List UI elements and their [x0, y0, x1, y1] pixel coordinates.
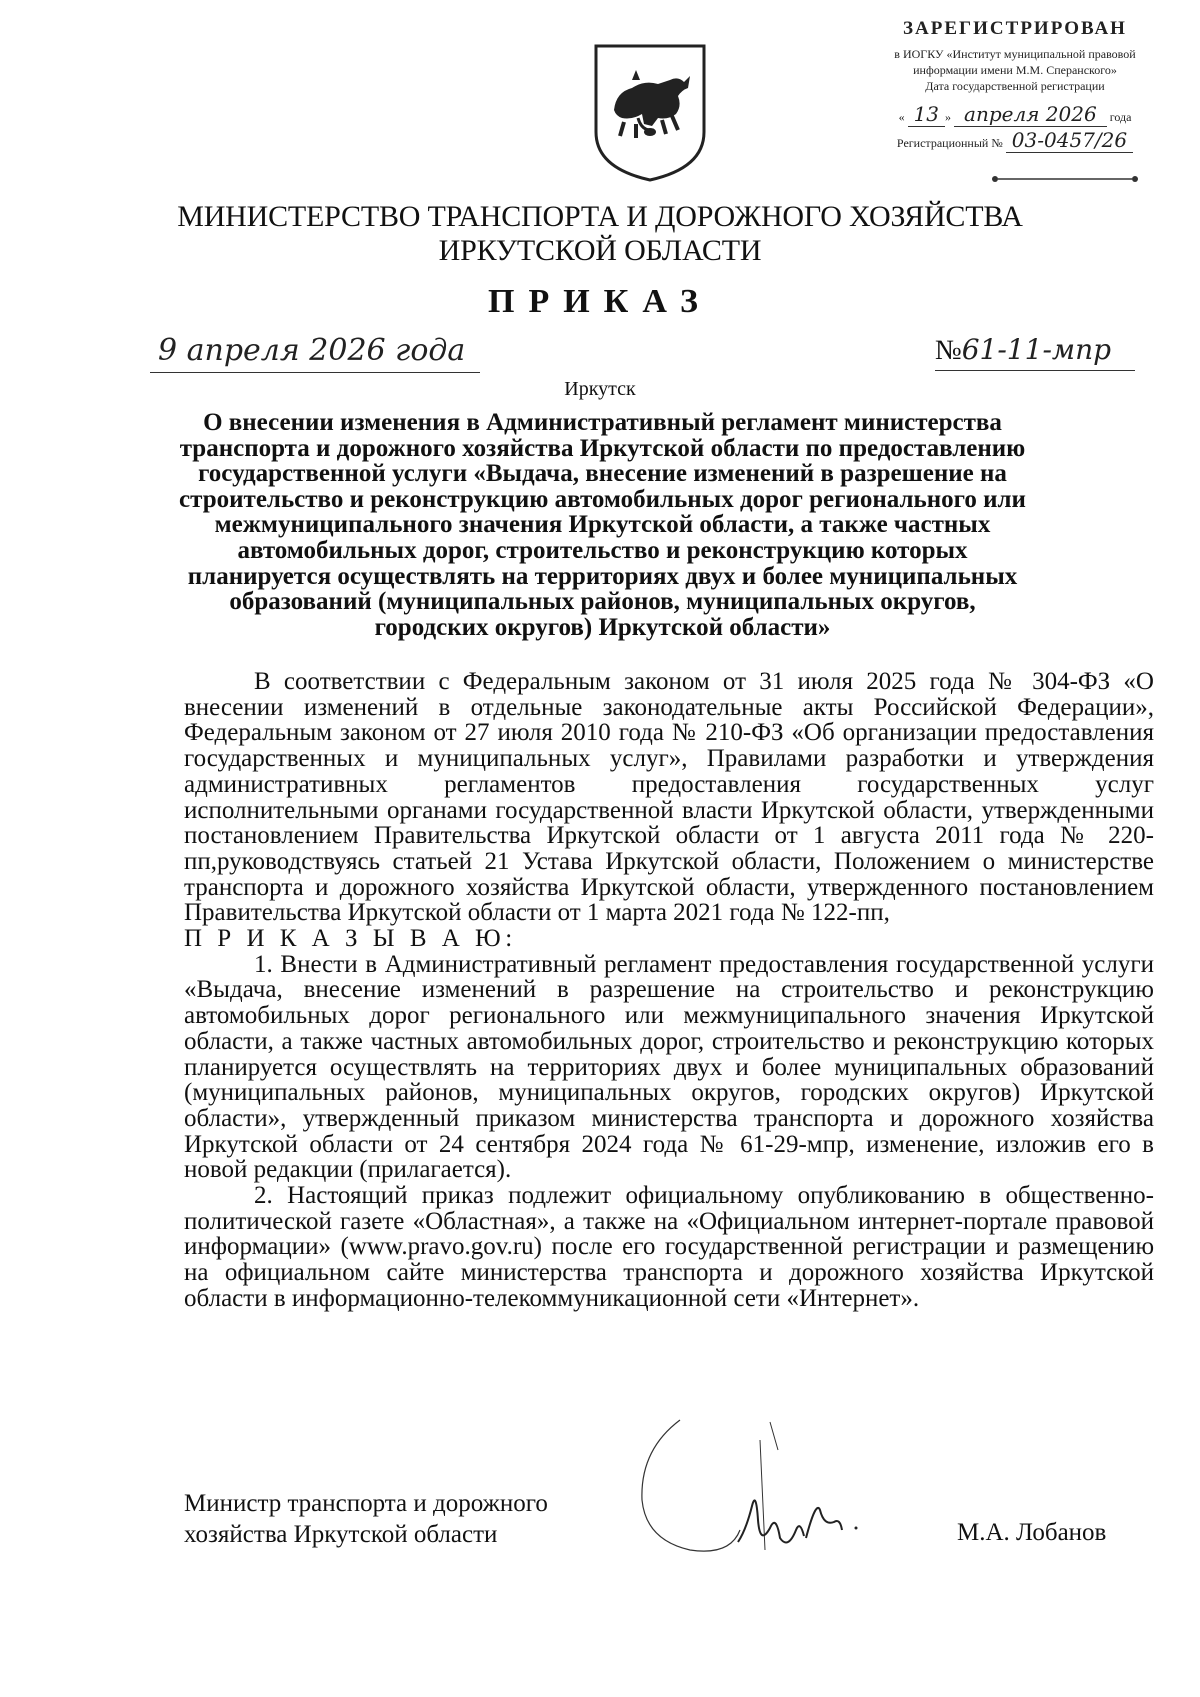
stamp-date-month-year: апреля 2026	[954, 102, 1107, 127]
stamp-date-day: 13	[908, 102, 945, 127]
date-underline	[150, 372, 480, 373]
stamp-date-suffix: года	[1109, 110, 1132, 124]
order-body	[184, 669, 1154, 1312]
stamp-title: ЗАРЕГИСТРИРОВАН	[903, 18, 1127, 39]
ministry-name	[0, 200, 1200, 268]
order-number	[935, 333, 1111, 367]
handwritten-date: 9 апреля 2026 года	[158, 333, 466, 368]
ministry-name-line2: ИРКУТСКОЙ ОБЛАСТИ	[438, 234, 762, 267]
coat-of-arms-emblem	[592, 40, 708, 182]
number-underline	[935, 370, 1135, 371]
order-subject: О внесении изменения в Административный регламент министерства транспорта и дорожного хозяйства Иркутской области по предоставлению государственной услуги «Выдача, внесение изменений в разрешение на строительство и реконструкцию автомобильных дорог регионального или межмуниципального значения Иркутской области, а также частных автомобильных дорог, строительство и реконструкцию которых планируется осуществлять на территориях двух и более муниципальных образований (муниципальных районов, муниципальных округов, городских округов) Иркутской области»	[179, 409, 1026, 641]
signer-position	[184, 1488, 548, 1550]
signer-position-line1: Министр транспорта и дорожного	[184, 1490, 548, 1517]
order-item-1: 1. Внести в Административный регламент предоставления государственной услуги «Выдача, внесение изменений в разрешение на строительство и реконструкцию автомобильных дорог регионального или межмуниципального значения Иркутской области, а также частных автомобильных дорог, строительство и реконструкцию которых планируется осуществлять на территориях двух и более муниципальных образований (муниципальных районов, муниципальных округов, городских округов) Иркутской области», утвержденный приказом министерства транспорта и дорожного хозяйства Иркутской области от 24 сентября 2024 года № 61-29-мпр, изменение, изложив его в новой редакции (прилагается).	[184, 950, 1154, 1184]
registration-stamp	[850, 18, 1180, 150]
handwritten-order-number: 61-11-мпр	[961, 333, 1112, 366]
handwritten-signature	[620, 1410, 920, 1560]
order-item-2: 2. Настоящий приказ подлежит официальному опубликованию в общественно-политической газете «Областная», а также на «Официальном интернет-портале правовой информации» (www.pravo.gov.ru) после его государственной регистрации и размещению на официальном сайте министерства транспорта и дорожного хозяйства Иркутской области в информационно-телекоммуникационной сети «Интернет».	[184, 1182, 1154, 1312]
signer-name: М.А. Лобанов	[957, 1519, 1107, 1546]
stamp-date-row: « 13 » апреля 2026 года	[898, 102, 1132, 126]
document-type-title: ПРИКАЗ	[488, 283, 712, 320]
stamp-reg-label: Регистрационный №	[896, 136, 1003, 150]
order-number-prefix: №	[935, 335, 962, 366]
stamp-institute-line1: в ИОГКУ «Институт муниципальной правовой	[894, 47, 1136, 61]
stamp-institute-line2: информации имени М.М. Сперанского»	[913, 63, 1117, 77]
stamp-bottom-rule	[990, 172, 1140, 186]
stamp-reg-number: 03-0457/26	[1006, 128, 1133, 153]
signer-position-line2: хозяйства Иркутской области	[184, 1521, 498, 1548]
city-name: Иркутск	[564, 378, 636, 400]
preamble-paragraph: В соответствии с Федеральным законом от 31 июля 2025 года № 304-ФЗ «О внесении изменений в отдельные законодательные акты Российской Федерации», Федеральным законом от 27 июля 2010 года № 210-ФЗ «Об организации предоставления государственных и муниципальных услуг», Правилами разработки и утверждения административных регламентов предоставления государственных услуг исполнительными органами государственной власти Иркутской области, утвержденными постановлением Правительства Иркутской области от 1 августа 2011 года № 220-пп,руководствуясь статьей 21 Устава Иркутской области, Положением о министерстве транспорта и дорожного хозяйства Иркутской области, утвержденного постановлением Правительства Иркутской области от 1 марта 2021 года № 122-пп,	[184, 668, 1154, 927]
ministry-name-line1: МИНИСТЕРСТВО ТРАНСПОРТА И ДОРОЖНОГО ХОЗЯЙСТВА	[177, 200, 1023, 233]
stamp-date-caption: Дата государственной регистрации	[925, 79, 1105, 93]
order-directive: П Р И К А З Ы В А Ю:	[184, 925, 517, 953]
stamp-date-open-quote: «	[898, 110, 905, 124]
stamp-registration-row	[850, 128, 1180, 150]
